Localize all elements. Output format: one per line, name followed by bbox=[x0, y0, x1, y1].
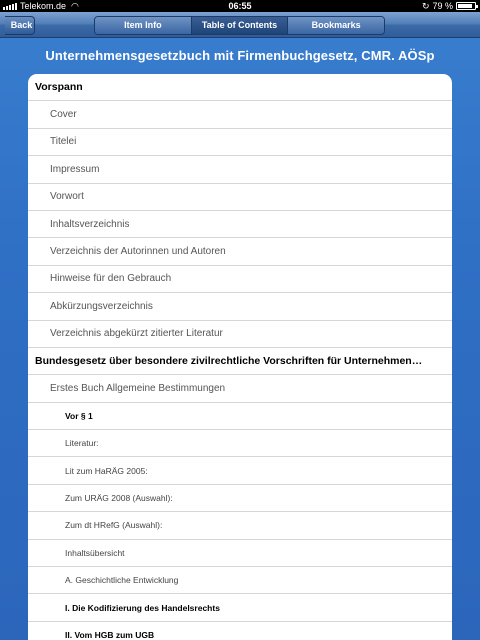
tab-table-of-contents[interactable]: Table of Contents bbox=[192, 17, 289, 34]
toc-row-label: Cover bbox=[50, 109, 77, 121]
toc-row[interactable] bbox=[28, 622, 452, 640]
toc-row[interactable] bbox=[28, 403, 452, 430]
toc-row[interactable] bbox=[28, 594, 452, 621]
toc-row[interactable] bbox=[28, 74, 452, 101]
toc-row[interactable] bbox=[28, 238, 452, 265]
battery-fill bbox=[458, 4, 472, 8]
status-bar bbox=[0, 0, 480, 12]
back-button-label: Back bbox=[10, 20, 33, 30]
toc-row-label: Zum dt HRefG (Auswahl): bbox=[65, 520, 163, 531]
toc-row[interactable] bbox=[28, 567, 452, 594]
wifi-icon: ◠ bbox=[71, 1, 79, 11]
toc-row[interactable] bbox=[28, 457, 452, 484]
toc-row[interactable] bbox=[28, 184, 452, 211]
carrier-label: Telekom.de bbox=[20, 1, 67, 11]
tab-bookmarks[interactable]: Bookmarks bbox=[288, 17, 384, 34]
toc-row-label: Vorspann bbox=[35, 81, 83, 94]
view-segmented-control bbox=[94, 16, 385, 35]
toc-row-label: Erstes Buch Allgemeine Bestimmungen bbox=[50, 382, 226, 394]
toc-row-label: Literatur: bbox=[65, 438, 99, 449]
toc-list bbox=[28, 74, 452, 640]
toc-row-label: Impressum bbox=[50, 163, 100, 175]
toc-row[interactable] bbox=[28, 375, 452, 402]
toc-row-label: Bundesgesetz über besondere zivilrechtliche Vorschriften für Unternehmen… bbox=[35, 355, 423, 368]
battery-icon bbox=[456, 2, 476, 10]
toc-row-label: Verzeichnis abgekürzt zitierter Literatur bbox=[50, 328, 223, 340]
toc-row-label: Verzeichnis der Autorinnen und Autoren bbox=[50, 246, 226, 258]
rotation-lock-icon: ↻ bbox=[421, 1, 430, 11]
battery-percent: 79 % bbox=[432, 1, 453, 11]
book-title: Unternehmensgesetzbuch mit Firmenbuchgesetz, CMR. AÖSp bbox=[45, 48, 435, 63]
toc-row-label: Abkürzungsverzeichnis bbox=[50, 300, 153, 312]
toc-row[interactable] bbox=[28, 348, 452, 375]
toc-row[interactable] bbox=[28, 211, 452, 238]
status-right bbox=[422, 0, 476, 12]
toc-row-label: A. Geschichtliche Entwicklung bbox=[65, 575, 179, 586]
toc-row[interactable] bbox=[28, 485, 452, 512]
toc-row[interactable] bbox=[28, 156, 452, 183]
toc-row-label: I. Die Kodifizierung des Handelsrechts bbox=[65, 602, 220, 613]
toc-row[interactable] bbox=[28, 512, 452, 539]
toc-row[interactable] bbox=[28, 430, 452, 457]
toc-row-label: Hinweise für den Gebrauch bbox=[50, 273, 172, 285]
toc-row[interactable] bbox=[28, 129, 452, 156]
toc-row-label: Inhaltsverzeichnis bbox=[50, 218, 130, 230]
toc-row-label: Vorwort bbox=[50, 191, 84, 203]
toc-row-label: II. Vom HGB zum UGB bbox=[65, 630, 155, 640]
toc-row[interactable] bbox=[28, 540, 452, 567]
toc-row-label: Inhaltsübersicht bbox=[65, 547, 125, 558]
toc-row[interactable] bbox=[28, 101, 452, 128]
toc-row[interactable] bbox=[28, 321, 452, 348]
toc-row-label: Vor § 1 bbox=[65, 410, 93, 421]
back-button[interactable] bbox=[5, 16, 35, 35]
toc-row-label: Lit zum HaRÄG 2005: bbox=[65, 465, 148, 476]
toc-row-label: Titelei bbox=[50, 136, 77, 148]
navigation-toolbar bbox=[0, 12, 480, 38]
toc-row[interactable] bbox=[28, 293, 452, 320]
toc-row[interactable] bbox=[28, 266, 452, 293]
clock: 06:55 bbox=[228, 1, 252, 11]
tab-item-info[interactable]: Item Info bbox=[95, 17, 192, 34]
toc-row-label: Zum URÄG 2008 (Auswahl): bbox=[65, 493, 173, 504]
